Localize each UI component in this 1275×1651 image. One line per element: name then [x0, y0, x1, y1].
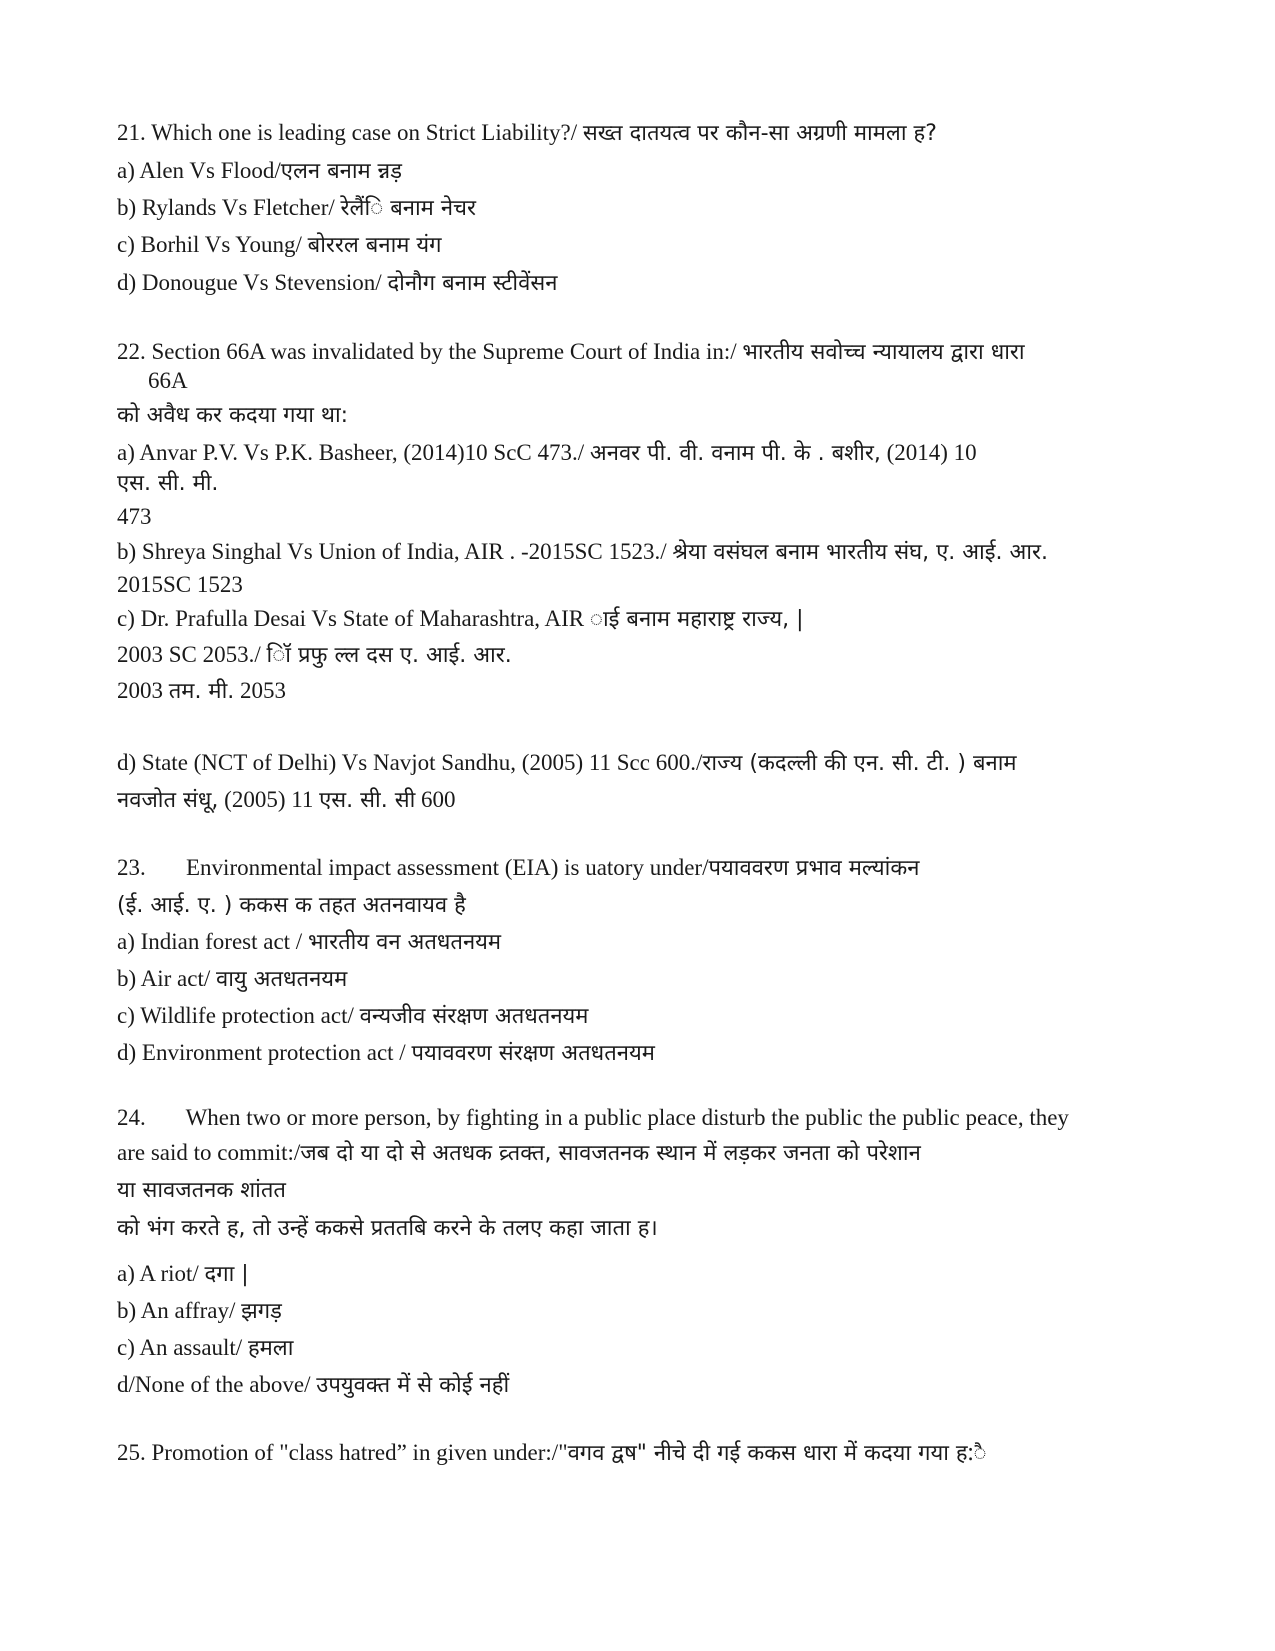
question-21-text: 21. Which one is leading case on Strict Liability?/ सख्त दातयत्व पर कौन-सा अग्रणी मामला ह?: [117, 120, 937, 146]
question-23-option-d: d) Environment protection act / पयाववरण संरक्षण अतधतनयम: [117, 1040, 655, 1066]
question-22-option-c: c) Dr. Prafulla Desai Vs State of Maharashtra, AIR ाई बनाम महाराष्ट्र राज्य, |: [117, 606, 804, 632]
question-21-option-a: a) Alen Vs Flood/एलन बनाम न्नड़: [117, 158, 402, 184]
question-23-option-c: c) Wildlife protection act/ वन्यजीव संरक्षण अतधतनयम: [117, 1003, 589, 1029]
question-22-option-c-cont2: 2003 तम. मी. 2053: [117, 678, 287, 704]
question-21-option-d: d) Donougue Vs Stevension/ दोनौग बनाम स्टीवेंसन: [117, 270, 558, 296]
question-22-text: 22. Section 66A was invalidated by the Supreme Court of India in:/ भारतीय सवोच्च न्यायालय द्वारा धारा: [117, 339, 1025, 365]
question-25-text: 25. Promotion of "class hatred” in given under:/"वगव द्वष" नीचे दी गई ककस धारा में कदया गया ह:ै: [117, 1440, 987, 1466]
question-24-text-hindi-cont: को भंग करते ह, तो उन्हें ककसे प्रततबि करने के तलए कहा जाता ह।: [117, 1216, 658, 1241]
question-21-option-c: c) Borhil Vs Young/ बोररल बनाम यंग: [117, 232, 442, 258]
question-24-text-hindi: या सावजतनक शांतत: [117, 1178, 286, 1203]
question-24-text-cont: are said to commit:/जब दो या दो से अतधक व्र्तक्त, सावजतनक स्थान में लड़कर जनता को परेशान: [117, 1140, 921, 1166]
question-22-option-a-cont2: 473: [117, 504, 152, 529]
question-22-option-d-cont: नवजोत संधू, (2005) 11 एस. सी. सी 600: [117, 787, 456, 813]
question-22-option-d: d) State (NCT of Delhi) Vs Navjot Sandhu, (2005) 11 Scc 600./राज्य (कदल्ली की एन. सी. टी. ) बनाम: [117, 750, 1017, 776]
question-24-option-d: d/None of the above/ उपयुवक्त में से कोई नहीं: [117, 1372, 510, 1398]
question-22-option-b-cont: 2015SC 1523: [117, 572, 243, 597]
question-22-option-b: b) Shreya Singhal Vs Union of India, AIR . -2015SC 1523./ श्रेया वसंघल बनाम भारतीय संघ, ए. आई. आर.: [117, 539, 1048, 565]
question-22-option-a-cont: एस. सी. मी.: [117, 471, 219, 496]
question-24-option-a: a) A riot/ दगा |: [117, 1261, 249, 1287]
question-22-text-hindi: को अवैध कर कदया गया था:: [117, 403, 349, 428]
question-24-option-b: b) An affray/ झगड़: [117, 1298, 282, 1324]
question-22-text-cont: 66A: [148, 368, 188, 393]
question-24-text: 24. When two or more person, by fighting in a public place disturb the public the public peace, they: [117, 1105, 1069, 1130]
question-24-option-c: c) An assault/ हमला: [117, 1335, 294, 1361]
question-23-text: 23. Environmental impact assessment (EIA) is uatory under/पयाववरण प्रभाव मल्यांकन: [117, 855, 920, 881]
question-22-option-c-cont: 2003 SC 2053./ िॉ प्रफु ल्ल दस ए. आई. आर.: [117, 642, 512, 668]
question-23-text-hindi: (ई. आई. ए. ) ककस क तहत अतनवायव है: [117, 893, 466, 918]
question-23-option-b: b) Air act/ वायु अतधतनयम: [117, 966, 348, 992]
question-23-option-a: a) Indian forest act / भारतीय वन अतधतनयम: [117, 929, 502, 955]
question-22-option-a: a) Anvar P.V. Vs P.K. Basheer, (2014)10 ScC 473./ अनवर पी. वी. वनाम पी. के . बशीर, (2014) 10: [117, 440, 977, 466]
question-21-option-b: b) Rylands Vs Fletcher/ रेलैं​ि बनाम नेचर: [117, 195, 477, 221]
